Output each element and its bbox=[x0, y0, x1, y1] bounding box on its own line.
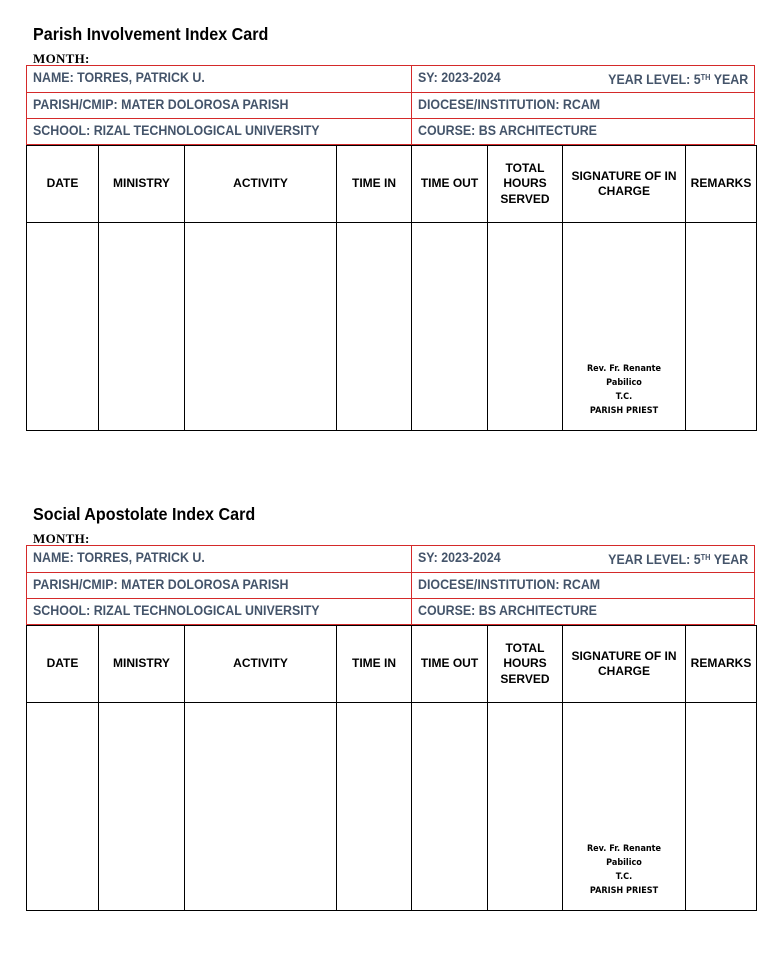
course: COURSE: BS ARCHITECTURE bbox=[418, 123, 597, 138]
diocese: DIOCESE/INSTITUTION: RCAM bbox=[418, 577, 601, 592]
activity-cell[interactable] bbox=[185, 223, 337, 431]
remarks-cell[interactable] bbox=[686, 703, 757, 911]
column-header-ministry: MINISTRY bbox=[99, 626, 185, 703]
school: SCHOOL: RIZAL TECHNOLOGICAL UNIVERSITY bbox=[33, 123, 320, 138]
remarks-cell[interactable] bbox=[686, 223, 757, 431]
priest-role: PARISH PRIEST bbox=[589, 406, 659, 416]
date-cell[interactable] bbox=[27, 703, 99, 911]
school: SCHOOL: RIZAL TECHNOLOGICAL UNIVERSITY bbox=[33, 603, 320, 618]
activity-cell[interactable] bbox=[185, 703, 337, 911]
column-header-time-out: TIME OUT bbox=[412, 626, 488, 703]
column-header-activity: ACTIVITY bbox=[185, 146, 337, 223]
column-header-signature: SIGNATURE OF IN CHARGE bbox=[563, 626, 686, 703]
priest-name: Rev. Fr. Renante Pabilico bbox=[586, 364, 662, 388]
info-row-name bbox=[27, 66, 754, 93]
info-row-school bbox=[27, 118, 754, 145]
info-row-school bbox=[27, 598, 754, 625]
year-level: YEAR LEVEL: 5TH YEAR bbox=[607, 72, 748, 87]
log-table bbox=[26, 145, 757, 431]
time-in-cell[interactable] bbox=[337, 703, 412, 911]
column-header-total-hours: TOTAL HOURS SERVED bbox=[488, 626, 563, 703]
priest-suffix: T.C. bbox=[615, 392, 633, 402]
table-row bbox=[27, 703, 757, 911]
school-year: SY: 2023-2024 bbox=[418, 550, 501, 565]
student-name: NAME: TORRES, PATRICK U. bbox=[33, 550, 205, 565]
time-out-cell[interactable] bbox=[412, 703, 488, 911]
course: COURSE: BS ARCHITECTURE bbox=[418, 603, 597, 618]
column-header-ministry: MINISTRY bbox=[99, 146, 185, 223]
school-year: SY: 2023-2024 bbox=[418, 70, 501, 85]
priest-name: Rev. Fr. Renante Pabilico bbox=[586, 844, 662, 868]
student-info-table bbox=[26, 545, 755, 625]
column-header-time-in: TIME IN bbox=[337, 626, 412, 703]
column-header-remarks: REMARKS bbox=[686, 146, 757, 223]
column-header-date: DATE bbox=[27, 146, 99, 223]
diocese: DIOCESE/INSTITUTION: RCAM bbox=[418, 97, 601, 112]
month-label: MONTH: bbox=[33, 51, 90, 66]
student-name: NAME: TORRES, PATRICK U. bbox=[33, 70, 205, 85]
date-cell[interactable] bbox=[27, 223, 99, 431]
priest-suffix: T.C. bbox=[615, 872, 633, 882]
signature-cell[interactable] bbox=[563, 703, 686, 911]
total-hours-cell[interactable] bbox=[488, 223, 563, 431]
student-info-table bbox=[26, 65, 755, 145]
info-row-parish bbox=[27, 92, 754, 119]
log-table bbox=[26, 625, 757, 911]
signature-block bbox=[569, 842, 679, 898]
column-header-total-hours: TOTAL HOURS SERVED bbox=[488, 146, 563, 223]
info-row-name bbox=[27, 546, 754, 573]
parish: PARISH/CMIP: MATER DOLOROSA PARISH bbox=[33, 97, 289, 112]
table-header-row bbox=[27, 626, 757, 703]
parish: PARISH/CMIP: MATER DOLOROSA PARISH bbox=[33, 577, 289, 592]
column-header-signature: SIGNATURE OF IN CHARGE bbox=[563, 146, 686, 223]
year-level: YEAR LEVEL: 5TH YEAR bbox=[607, 552, 748, 567]
card-title: Social Apostolate Index Card bbox=[33, 504, 256, 524]
column-header-time-in: TIME IN bbox=[337, 146, 412, 223]
ministry-cell[interactable] bbox=[99, 703, 185, 911]
column-header-time-out: TIME OUT bbox=[412, 146, 488, 223]
column-header-date: DATE bbox=[27, 626, 99, 703]
info-row-parish bbox=[27, 572, 754, 599]
column-header-remarks: REMARKS bbox=[686, 626, 757, 703]
table-row bbox=[27, 223, 757, 431]
table-header-row bbox=[27, 146, 757, 223]
signature-block bbox=[569, 362, 679, 418]
card-title: Parish Involvement Index Card bbox=[33, 24, 269, 44]
total-hours-cell[interactable] bbox=[488, 703, 563, 911]
time-in-cell[interactable] bbox=[337, 223, 412, 431]
ministry-cell[interactable] bbox=[99, 223, 185, 431]
time-out-cell[interactable] bbox=[412, 223, 488, 431]
signature-cell[interactable] bbox=[563, 223, 686, 431]
month-label: MONTH: bbox=[33, 531, 90, 546]
column-header-activity: ACTIVITY bbox=[185, 626, 337, 703]
priest-role: PARISH PRIEST bbox=[589, 886, 659, 896]
